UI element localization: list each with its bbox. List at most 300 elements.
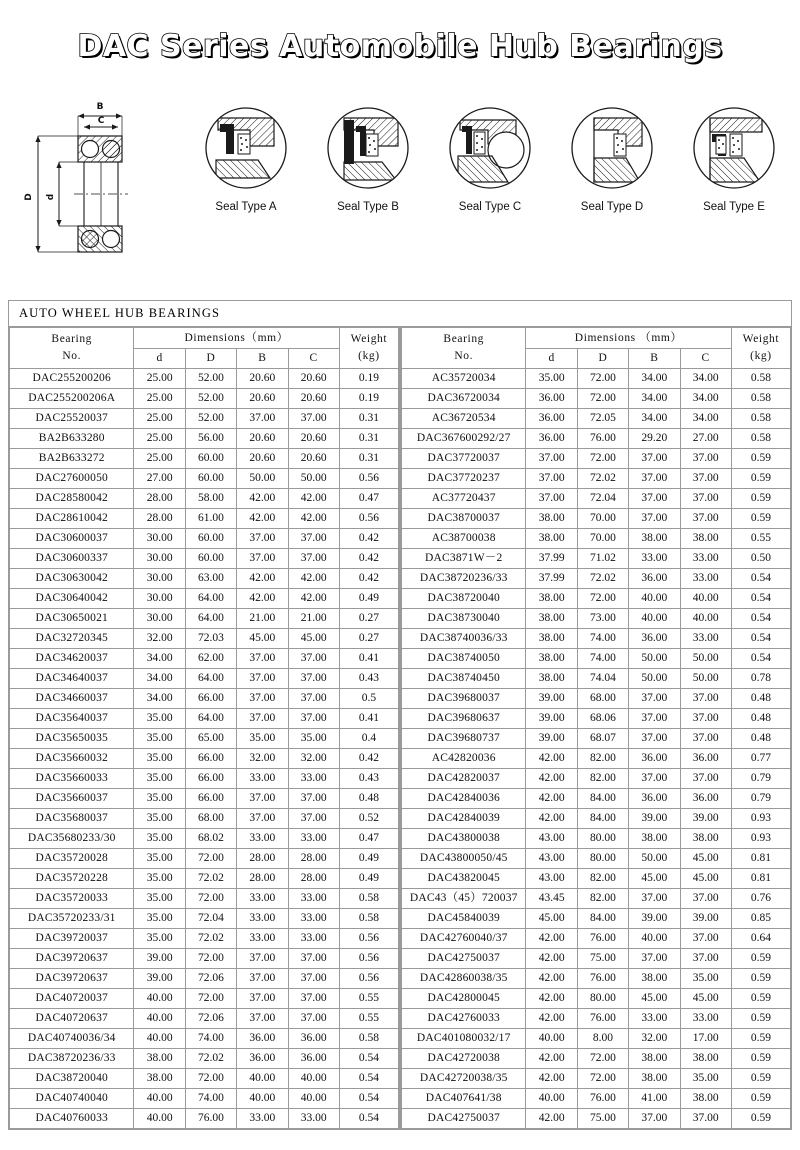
cell-dim-B: 41.00: [629, 1089, 680, 1109]
cell-dim-D: 76.00: [185, 1109, 236, 1129]
cell-weight: 0.54: [339, 1089, 398, 1109]
cell-dim-D: 72.03: [185, 629, 236, 649]
cell-dim-D: 72.00: [577, 1069, 628, 1089]
cell-dim-C: 37.00: [288, 649, 339, 669]
cell-dim-B: 32.00: [237, 749, 288, 769]
cell-dim-d: 34.00: [134, 649, 185, 669]
cell-dim-C: 37.00: [288, 989, 339, 1009]
cell-bearing-no: AC35720034: [402, 369, 526, 389]
table-row: [10, 1089, 399, 1109]
cell-weight: 0.49: [339, 589, 398, 609]
table-row: [10, 649, 399, 669]
table-row: [10, 469, 399, 489]
cell-dim-B: 38.00: [629, 1069, 680, 1089]
cell-dim-B: 36.00: [629, 789, 680, 809]
cell-dim-d: 42.00: [526, 929, 577, 949]
cell-dim-B: 33.00: [237, 829, 288, 849]
cell-dim-d: 45.00: [526, 909, 577, 929]
cell-dim-C: 42.00: [288, 589, 339, 609]
cell-dim-D: 68.02: [185, 829, 236, 849]
cell-bearing-no: DAC37720037: [402, 449, 526, 469]
cell-dim-D: 66.00: [185, 789, 236, 809]
cell-dim-d: 40.00: [134, 1089, 185, 1109]
cell-weight: 0.78: [731, 669, 790, 689]
table-row: [402, 1089, 791, 1109]
header-B-left: B: [237, 349, 288, 369]
header-dimensions-left: Dimensions（mm）: [134, 328, 339, 349]
cell-weight: 0.59: [731, 449, 790, 469]
cell-bearing-no: DAC38730040: [402, 609, 526, 629]
cell-dim-C: 37.00: [680, 449, 731, 469]
cell-weight: 0.27: [339, 609, 398, 629]
cell-weight: 0.55: [339, 1009, 398, 1029]
cell-weight: 0.47: [339, 489, 398, 509]
cell-dim-D: 68.00: [577, 689, 628, 709]
cell-dim-D: 72.00: [185, 1069, 236, 1089]
cell-dim-d: 35.00: [134, 809, 185, 829]
cell-dim-d: 37.00: [526, 449, 577, 469]
cell-dim-d: 30.00: [134, 549, 185, 569]
table-row: [10, 449, 399, 469]
cell-weight: 0.43: [339, 669, 398, 689]
table-row: [402, 789, 791, 809]
cell-weight: 0.43: [339, 769, 398, 789]
cell-dim-B: 36.00: [237, 1049, 288, 1069]
cell-bearing-no: DAC30600037: [10, 529, 134, 549]
cell-dim-D: 76.00: [577, 929, 628, 949]
cell-dim-B: 37.00: [237, 649, 288, 669]
cell-bearing-no: DAC27600050: [10, 469, 134, 489]
cell-dim-D: 68.07: [577, 729, 628, 749]
cell-dim-C: 40.00: [680, 589, 731, 609]
header-bearing-no-right: [402, 328, 526, 369]
cell-dim-B: 42.00: [237, 589, 288, 609]
cell-bearing-no: DAC38720040: [402, 589, 526, 609]
cell-dim-D: 76.00: [577, 969, 628, 989]
seal-type-a: [190, 100, 302, 213]
cell-weight: 0.59: [731, 1109, 790, 1129]
cell-dim-d: 35.00: [134, 729, 185, 749]
cell-weight: 0.59: [731, 1029, 790, 1049]
cell-dim-D: 72.02: [577, 469, 628, 489]
cell-dim-B: 32.00: [629, 1029, 680, 1049]
cell-dim-d: 27.00: [134, 469, 185, 489]
cell-dim-B: 38.00: [629, 829, 680, 849]
cell-bearing-no: DAC45840039: [402, 909, 526, 929]
header-weight-left: [339, 328, 398, 369]
cell-bearing-no: DAC42860038/35: [402, 969, 526, 989]
cell-dim-d: 25.00: [134, 369, 185, 389]
cell-bearing-no: DAC42840036: [402, 789, 526, 809]
cell-dim-B: 37.00: [237, 549, 288, 569]
header-C-left: C: [288, 349, 339, 369]
table-row: [402, 1009, 791, 1029]
seal-type-a-label: Seal Type A: [215, 201, 277, 213]
table-row: [402, 489, 791, 509]
cell-dim-D: 84.00: [577, 909, 628, 929]
seal-type-b: [312, 100, 424, 213]
cell-dim-C: 37.00: [288, 809, 339, 829]
cell-dim-D: 66.00: [185, 689, 236, 709]
cell-dim-C: 38.00: [680, 1049, 731, 1069]
cell-dim-C: 37.00: [680, 709, 731, 729]
cell-dim-d: 39.00: [526, 689, 577, 709]
cell-dim-D: 64.00: [185, 709, 236, 729]
table-row: [10, 1109, 399, 1129]
cell-weight: 0.42: [339, 549, 398, 569]
table-row: [402, 909, 791, 929]
cell-dim-D: 72.06: [185, 969, 236, 989]
table-row: [10, 669, 399, 689]
cell-dim-D: 70.00: [577, 509, 628, 529]
table-row: [402, 729, 791, 749]
cell-dim-d: 42.00: [526, 789, 577, 809]
cell-weight: 0.49: [339, 869, 398, 889]
cell-weight: 0.59: [731, 989, 790, 1009]
cell-bearing-no: DAC42840039: [402, 809, 526, 829]
cell-dim-D: 60.00: [185, 449, 236, 469]
cell-dim-d: 35.00: [134, 769, 185, 789]
cell-bearing-no: DAC35720233/31: [10, 909, 134, 929]
cell-weight: 0.64: [731, 929, 790, 949]
table-row: [10, 969, 399, 989]
cell-bearing-no: DAC25520037: [10, 409, 134, 429]
cell-dim-B: 37.00: [237, 409, 288, 429]
cell-bearing-no: DAC35680037: [10, 809, 134, 829]
cell-dim-D: 72.02: [185, 1049, 236, 1069]
table-row: [402, 769, 791, 789]
cell-dim-B: 33.00: [629, 549, 680, 569]
page-title: DAC Series Automobile Hub Bearings: [77, 28, 723, 64]
cell-dim-D: 82.00: [577, 889, 628, 909]
table-row: [10, 509, 399, 529]
cell-dim-B: 37.00: [629, 889, 680, 909]
cell-dim-C: 33.00: [680, 629, 731, 649]
table-row: [402, 629, 791, 649]
cell-weight: 0.59: [731, 1009, 790, 1029]
table-row: [10, 949, 399, 969]
cell-dim-d: 42.00: [526, 1049, 577, 1069]
cell-dim-C: 20.60: [288, 429, 339, 449]
cell-dim-C: 37.00: [680, 469, 731, 489]
cell-bearing-no: DAC39680037: [402, 689, 526, 709]
cell-dim-C: 33.00: [288, 889, 339, 909]
cell-dim-C: 32.00: [288, 749, 339, 769]
table-row: [10, 869, 399, 889]
cell-dim-D: 68.00: [185, 809, 236, 829]
cell-dim-d: 42.00: [526, 989, 577, 1009]
header-weight-right: [731, 328, 790, 369]
cell-dim-D: 52.00: [185, 409, 236, 429]
cell-bearing-no: DAC42750037: [402, 949, 526, 969]
table-row: [402, 689, 791, 709]
cell-dim-d: 32.00: [134, 629, 185, 649]
cell-dim-D: 72.00: [185, 989, 236, 1009]
bearing-spec-tables: [8, 326, 792, 1130]
cell-dim-B: 45.00: [237, 629, 288, 649]
cell-dim-B: 40.00: [629, 589, 680, 609]
cell-bearing-no: DAC35660033: [10, 769, 134, 789]
cell-bearing-no: DAC35680233/30: [10, 829, 134, 849]
cell-dim-d: 38.00: [134, 1069, 185, 1089]
cell-dim-C: 45.00: [680, 989, 731, 1009]
header-bearing-no-left: [10, 328, 134, 369]
cell-dim-C: 28.00: [288, 849, 339, 869]
cell-bearing-no: DAC30630042: [10, 569, 134, 589]
cell-dim-C: 37.00: [680, 949, 731, 969]
cell-dim-C: 28.00: [288, 869, 339, 889]
cell-dim-D: 73.00: [577, 609, 628, 629]
cell-dim-B: 33.00: [237, 909, 288, 929]
cell-dim-d: 43.00: [526, 829, 577, 849]
table-row: [10, 909, 399, 929]
table-row: [402, 409, 791, 429]
cell-dim-B: 37.00: [629, 949, 680, 969]
cell-dim-d: 42.00: [526, 969, 577, 989]
cell-bearing-no: DAC35720028: [10, 849, 134, 869]
cell-dim-d: 37.99: [526, 549, 577, 569]
cell-dim-B: 34.00: [629, 369, 680, 389]
cell-dim-C: 37.00: [288, 689, 339, 709]
cell-bearing-no: DAC36720034: [402, 389, 526, 409]
cell-dim-D: 72.04: [185, 909, 236, 929]
header-D-left: D: [185, 349, 236, 369]
cell-dim-B: 40.00: [237, 1089, 288, 1109]
cell-dim-B: 34.00: [629, 409, 680, 429]
cell-dim-D: 74.00: [185, 1089, 236, 1109]
cell-bearing-no: DAC42750037: [402, 1109, 526, 1129]
cell-dim-C: 37.00: [288, 669, 339, 689]
cell-dim-D: 72.02: [577, 569, 628, 589]
cell-weight: 0.93: [731, 809, 790, 829]
cell-dim-C: 20.60: [288, 449, 339, 469]
cell-weight: 0.58: [731, 409, 790, 429]
cell-dim-C: 27.00: [680, 429, 731, 449]
cell-dim-C: 20.60: [288, 369, 339, 389]
cell-dim-B: 33.00: [237, 929, 288, 949]
cell-dim-B: 28.00: [237, 849, 288, 869]
cell-bearing-no: DAC40740040: [10, 1089, 134, 1109]
cell-dim-B: 37.00: [629, 1109, 680, 1129]
table-row: [402, 429, 791, 449]
cell-dim-D: 72.00: [577, 389, 628, 409]
seal-type-e-label: Seal Type E: [703, 201, 765, 213]
cell-weight: 0.54: [731, 649, 790, 669]
cell-dim-D: 74.00: [577, 649, 628, 669]
table-row: [402, 1109, 791, 1129]
cell-dim-D: 80.00: [577, 829, 628, 849]
cell-dim-d: 42.00: [526, 749, 577, 769]
cell-dim-d: 28.00: [134, 489, 185, 509]
cell-weight: 0.56: [339, 929, 398, 949]
cell-dim-B: 45.00: [629, 869, 680, 889]
cell-dim-B: 33.00: [237, 1109, 288, 1129]
cell-weight: 0.56: [339, 509, 398, 529]
cell-weight: 0.59: [731, 469, 790, 489]
cell-dim-B: 37.00: [629, 489, 680, 509]
cell-bearing-no: DAC3871W－2: [402, 549, 526, 569]
table-row: [402, 369, 791, 389]
cell-dim-d: 39.00: [526, 709, 577, 729]
bearing-table-right-grid: [401, 327, 791, 1129]
cell-weight: 0.56: [339, 969, 398, 989]
cell-weight: 0.31: [339, 429, 398, 449]
cell-bearing-no: BA2B633272: [10, 449, 134, 469]
cell-dim-D: 64.00: [185, 669, 236, 689]
cell-dim-C: 40.00: [288, 1069, 339, 1089]
cell-dim-d: 40.00: [134, 989, 185, 1009]
table-row: [10, 849, 399, 869]
cell-weight: 0.54: [339, 1109, 398, 1129]
cell-dim-B: 29.20: [629, 429, 680, 449]
cell-weight: 0.59: [731, 1049, 790, 1069]
cell-dim-D: 72.00: [577, 449, 628, 469]
cell-dim-D: 75.00: [577, 949, 628, 969]
cell-bearing-no: DAC34620037: [10, 649, 134, 669]
cell-dim-C: 37.00: [680, 729, 731, 749]
table-row: [402, 749, 791, 769]
cell-dim-C: 37.00: [288, 549, 339, 569]
svg-text:B: B: [96, 102, 104, 112]
cell-dim-B: 33.00: [237, 889, 288, 909]
cell-weight: 0.81: [731, 849, 790, 869]
table-row: [10, 609, 399, 629]
table-row: [10, 749, 399, 769]
cell-dim-D: 64.00: [185, 609, 236, 629]
cell-dim-C: 33.00: [288, 929, 339, 949]
cell-bearing-no: DAC38700037: [402, 509, 526, 529]
cell-dim-d: 37.99: [526, 569, 577, 589]
cell-dim-d: 39.00: [134, 949, 185, 969]
cell-dim-C: 20.60: [288, 389, 339, 409]
cell-dim-d: 35.00: [134, 849, 185, 869]
cell-weight: 0.81: [731, 869, 790, 889]
cell-dim-B: 38.00: [629, 1049, 680, 1069]
cell-weight: 0.31: [339, 449, 398, 469]
cell-dim-C: 38.00: [680, 829, 731, 849]
table-row: [402, 549, 791, 569]
cell-weight: 0.42: [339, 749, 398, 769]
cell-dim-C: 36.00: [680, 789, 731, 809]
table-row: [402, 529, 791, 549]
cell-dim-C: 37.00: [288, 969, 339, 989]
cell-dim-C: 37.00: [680, 509, 731, 529]
cell-bearing-no: AC37720437: [402, 489, 526, 509]
cell-dim-d: 38.00: [134, 1049, 185, 1069]
cell-weight: 0.59: [731, 509, 790, 529]
cell-dim-D: 72.06: [185, 1009, 236, 1029]
cell-dim-D: 65.00: [185, 729, 236, 749]
cell-weight: 0.59: [731, 1089, 790, 1109]
seal-type-e: [678, 100, 790, 213]
cell-dim-B: 50.00: [629, 669, 680, 689]
table-row: [10, 769, 399, 789]
cell-dim-D: 80.00: [577, 989, 628, 1009]
cell-weight: 0.48: [731, 709, 790, 729]
cell-dim-C: 40.00: [288, 1089, 339, 1109]
cell-dim-d: 42.00: [526, 809, 577, 829]
header-D-right: D: [577, 349, 628, 369]
cell-bearing-no: DAC40720037: [10, 989, 134, 1009]
cell-weight: 0.42: [339, 529, 398, 549]
cell-weight: 0.56: [339, 949, 398, 969]
cell-bearing-no: DAC39680737: [402, 729, 526, 749]
header-bearing-no-line1: Bearing: [51, 333, 93, 345]
cell-dim-D: 82.00: [577, 869, 628, 889]
cell-dim-B: 37.00: [237, 669, 288, 689]
cell-dim-B: 33.00: [629, 1009, 680, 1029]
cell-weight: 0.58: [339, 909, 398, 929]
cell-weight: 0.59: [731, 489, 790, 509]
header-C-right: C: [680, 349, 731, 369]
cell-bearing-no: DAC407641/38: [402, 1089, 526, 1109]
seal-type-c-label: Seal Type C: [458, 201, 522, 213]
cell-dim-d: 35.00: [134, 909, 185, 929]
table-row: [402, 509, 791, 529]
cell-weight: 0.19: [339, 389, 398, 409]
cell-weight: 0.54: [339, 1069, 398, 1089]
cell-dim-d: 40.00: [134, 1029, 185, 1049]
cell-dim-d: 25.00: [134, 389, 185, 409]
cell-dim-D: 64.00: [185, 589, 236, 609]
cell-dim-C: 37.00: [288, 709, 339, 729]
header-bearing-no-line2: No.: [62, 350, 82, 362]
cell-dim-d: 28.00: [134, 509, 185, 529]
cell-weight: 0.58: [731, 389, 790, 409]
cell-dim-d: 40.00: [134, 1009, 185, 1029]
cell-weight: 0.79: [731, 789, 790, 809]
table-row: [10, 729, 399, 749]
cell-dim-C: 50.00: [288, 469, 339, 489]
table-row: [10, 689, 399, 709]
cell-dim-D: 82.00: [577, 749, 628, 769]
cell-dim-d: 42.00: [526, 949, 577, 969]
cell-bearing-no: DAC37720237: [402, 469, 526, 489]
table-row: [10, 529, 399, 549]
cell-dim-D: 72.04: [577, 489, 628, 509]
cell-bearing-no: DAC28580042: [10, 489, 134, 509]
table-row: [10, 589, 399, 609]
cell-bearing-no: DAC42720038: [402, 1049, 526, 1069]
cell-bearing-no: DAC40740036/34: [10, 1029, 134, 1049]
cell-bearing-no: DAC42800045: [402, 989, 526, 1009]
svg-text:D: D: [24, 193, 34, 201]
cell-weight: 0.54: [731, 589, 790, 609]
seal-type-d: [556, 100, 668, 213]
table-row: [402, 649, 791, 669]
cell-dim-C: 21.00: [288, 609, 339, 629]
cell-weight: 0.50: [731, 549, 790, 569]
cell-dim-D: 52.00: [185, 389, 236, 409]
cell-bearing-no: DAC35720228: [10, 869, 134, 889]
table-caption: AUTO WHEEL HUB BEARINGS: [8, 300, 792, 326]
cell-dim-D: 72.00: [577, 1049, 628, 1069]
cell-weight: 0.48: [339, 789, 398, 809]
table-row: [402, 469, 791, 489]
cell-dim-B: 37.00: [237, 809, 288, 829]
cell-dim-C: 33.00: [680, 549, 731, 569]
cell-dim-D: 74.04: [577, 669, 628, 689]
cell-bearing-no: DAC255200206A: [10, 389, 134, 409]
cell-dim-d: 30.00: [134, 569, 185, 589]
cell-bearing-no: DAC38720040: [10, 1069, 134, 1089]
bearing-cross-section-diagram: [12, 92, 172, 274]
header-bearing-no-line1-right: Bearing: [443, 333, 485, 345]
cell-dim-D: 76.00: [577, 1089, 628, 1109]
cell-dim-C: 37.00: [288, 409, 339, 429]
cell-dim-d: 34.00: [134, 669, 185, 689]
table-row: [10, 369, 399, 389]
